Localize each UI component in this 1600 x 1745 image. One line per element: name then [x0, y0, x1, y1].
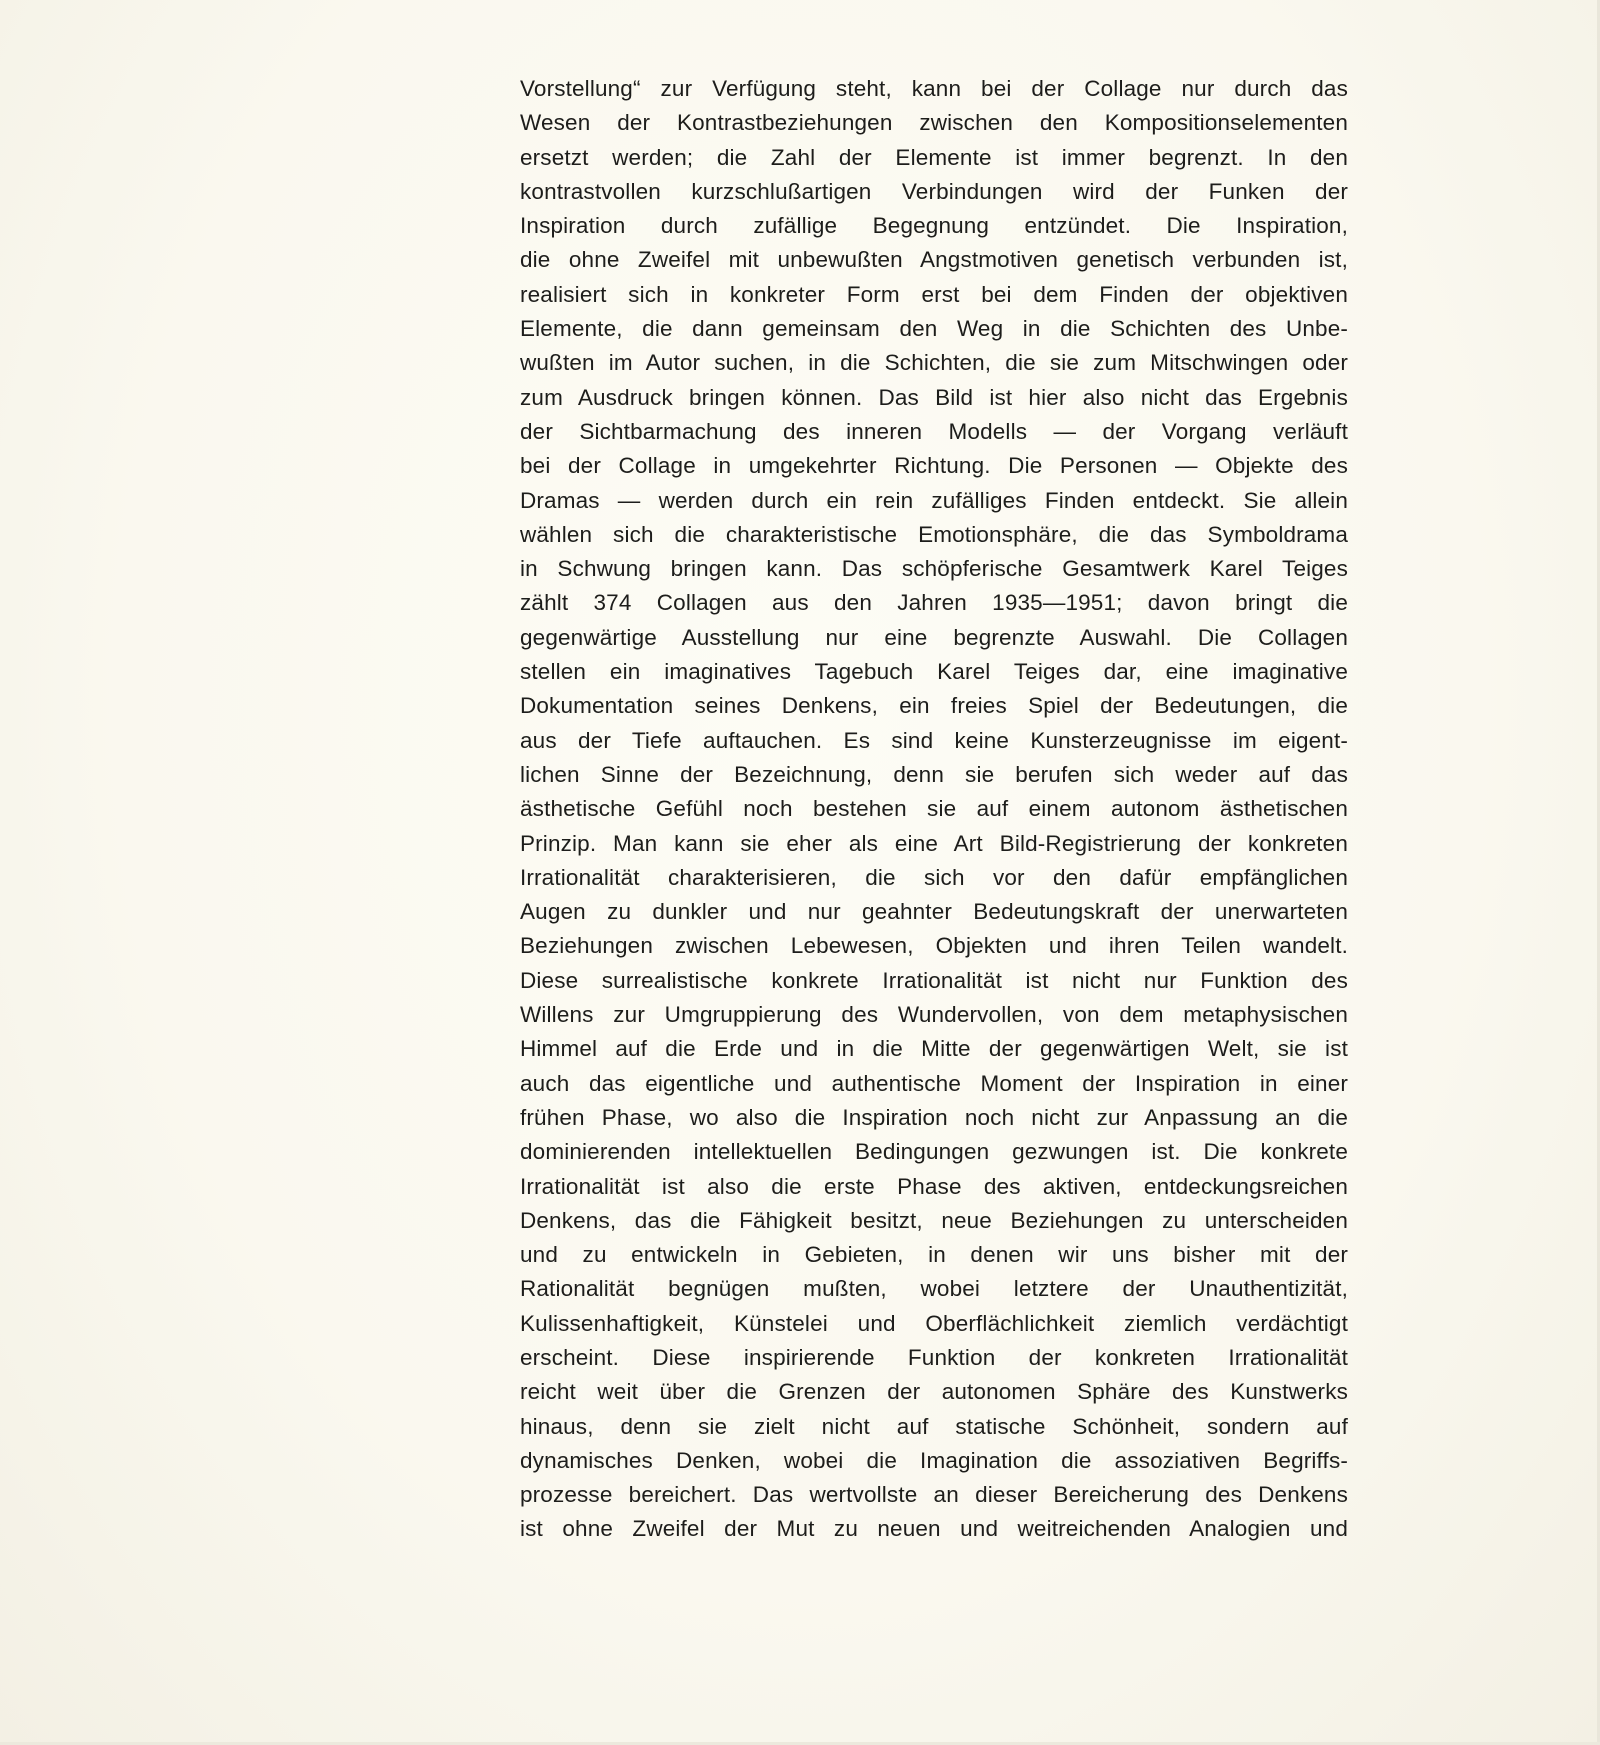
text-line: und zu entwickeln in Gebieten, in denen wir uns bisher mit der: [520, 1242, 1348, 1268]
text-line: stellen ein imaginatives Tagebuch Karel Teiges dar, eine imaginative: [520, 659, 1348, 685]
text-line: Kulissenhaftigkeit, Künstelei und Oberflächlichkeit ziemlich verdächtigt: [520, 1310, 1348, 1336]
text-line: Wesen der Kontrastbeziehungen zwischen den Kompositionselementen: [520, 110, 1348, 136]
text-line: die ohne Zweifel mit unbewußten Angstmotiven genetisch verbunden ist,: [520, 247, 1348, 273]
text-line: Inspiration durch zufällige Begegnung entzündet. Die Inspiration,: [520, 213, 1348, 239]
text-line: bei der Collage in umgekehrter Richtung. Die Personen — Objekte des: [520, 453, 1348, 479]
text-line: Irrationalität charakterisieren, die sich vor den dafür empfänglichen: [520, 864, 1348, 890]
text-line: Beziehungen zwischen Lebewesen, Objekten und ihren Teilen wandelt.: [520, 933, 1348, 959]
text-line: frühen Phase, wo also die Inspiration noch nicht zur Anpassung an die: [520, 1104, 1348, 1130]
text-line: in Schwung bringen kann. Das schöpferische Gesamtwerk Karel Teiges: [520, 556, 1348, 582]
text-line: wußten im Autor suchen, in die Schichten, die sie zum Mitschwingen oder: [520, 350, 1348, 376]
text-line: dynamisches Denken, wobei die Imagination die assoziativen Begriffs-: [520, 1447, 1348, 1473]
text-line: lichen Sinne der Bezeichnung, denn sie berufen sich weder auf das: [520, 761, 1348, 787]
text-line: zum Ausdruck bringen können. Das Bild ist hier also nicht das Ergebnis: [520, 384, 1348, 410]
text-line: Augen zu dunkler und nur geahnter Bedeutungskraft der unerwarteten: [520, 899, 1348, 925]
body-text: [520, 72, 1348, 1547]
text-line: Prinzip. Man kann sie eher als eine Art Bild-Registrierung der konkreten: [520, 830, 1348, 856]
text-line: Irrationalität ist also die erste Phase des aktiven, entdeckungsreichen: [520, 1173, 1348, 1199]
text-line: hinaus, denn sie zielt nicht auf statische Schönheit, sondern auf: [520, 1413, 1348, 1439]
text-line: Himmel auf die Erde und in die Mitte der gegenwärtigen Welt, sie ist: [520, 1036, 1348, 1062]
text-line: ästhetische Gefühl noch bestehen sie auf einem autonom ästhetischen: [520, 796, 1348, 822]
text-line: Vorstellung“ zur Verfügung steht, kann bei der Collage nur durch das: [520, 76, 1348, 101]
text-line: Rationalität begnügen mußten, wobei letztere der Unauthentizität,: [520, 1276, 1348, 1302]
text-line: Dokumentation seines Denkens, ein freies Spiel der Bedeutungen, die: [520, 693, 1348, 719]
text-line: Dramas — werden durch ein rein zufälliges Finden entdeckt. Sie allein: [520, 487, 1348, 513]
text-line: aus der Tiefe auftauchen. Es sind keine Kunsterzeugnisse im eigent-: [520, 727, 1348, 753]
text-line: dominierenden intellektuellen Bedingungen gezwungen ist. Die konkrete: [520, 1139, 1348, 1165]
text-line: Denkens, das die Fähigkeit besitzt, neue Beziehungen zu unterscheiden: [520, 1207, 1348, 1233]
text-line: Diese surrealistische konkrete Irrationalität ist nicht nur Funktion des: [520, 967, 1348, 993]
text-line: reicht weit über die Grenzen der autonomen Sphäre des Kunstwerks: [520, 1379, 1348, 1405]
text-line: zählt 374 Collagen aus den Jahren 1935—1951; davon bringt die: [520, 590, 1348, 616]
text-line: erscheint. Diese inspirierende Funktion der konkreten Irrationalität: [520, 1344, 1348, 1370]
text-line: prozesse bereichert. Das wertvollste an dieser Bereicherung des Denkens: [520, 1482, 1348, 1508]
text-line: der Sichtbarmachung des inneren Modells — der Vorgang verläuft: [520, 418, 1348, 444]
text-line: wählen sich die charakteristische Emotionsphäre, die das Symboldrama: [520, 521, 1348, 547]
text-line: auch das eigentliche und authentische Moment der Inspiration in einer: [520, 1070, 1348, 1096]
text-line: kontrastvollen kurzschlußartigen Verbindungen wird der Funken der: [520, 178, 1348, 204]
text-line: gegenwärtige Ausstellung nur eine begrenzte Auswahl. Die Collagen: [520, 624, 1348, 650]
text-line: Willens zur Umgruppierung des Wundervollen, von dem metaphysischen: [520, 1002, 1348, 1028]
text-line: ist ohne Zweifel der Mut zu neuen und weitreichenden Analogien und: [520, 1516, 1348, 1542]
text-line: realisiert sich in konkreter Form erst bei dem Finden der objektiven: [520, 281, 1348, 307]
text-line: Elemente, die dann gemeinsam den Weg in die Schichten des Unbe-: [520, 316, 1348, 342]
text-line: ersetzt werden; die Zahl der Elemente ist immer begrenzt. In den: [520, 144, 1348, 170]
